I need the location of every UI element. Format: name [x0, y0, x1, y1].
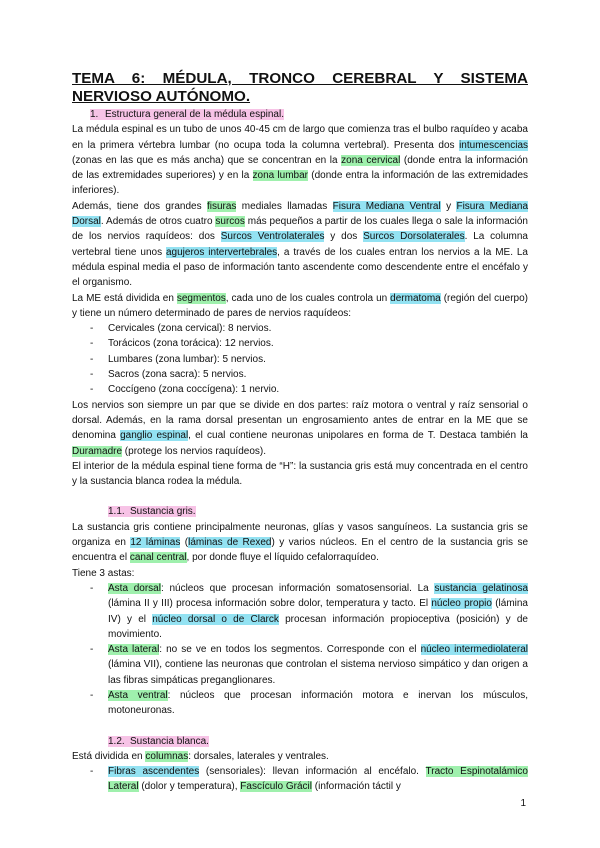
paragraph	[72, 398, 528, 459]
astas-list	[72, 581, 528, 719]
text-run: , a través de los cuales entran los nervios a la ME. La médula espinal media el paso de información tanto ascendente como descendente entre el encéfalo y el organismo.	[72, 246, 528, 289]
highlighted-term: Asta ventral	[108, 689, 168, 701]
subsection-number: 1.2.	[108, 735, 125, 747]
subsection-number: 1.1.	[108, 506, 125, 518]
subsection-title: Sustancia gris.	[130, 506, 196, 518]
paragraph	[72, 291, 528, 322]
text-run: La sustancia gris contiene principalmente neuronas, glías y vasos sanguíneos. La sustancia gris se organiza en	[72, 521, 528, 549]
text-run: (lámina II y III) procesa información sobre dolor, temperatura y tacto. El	[108, 598, 432, 610]
section-number: 1.	[90, 109, 99, 120]
text-run: (región del cuerpo) y tiene un número determinado de pares de nervios raquídeos:	[72, 292, 528, 319]
highlighted-term: zona cervical	[341, 154, 401, 166]
text-run: Además, tiene dos grandes	[72, 200, 207, 212]
section-heading	[72, 107, 528, 122]
list-item-asta-dorsal	[72, 581, 528, 642]
text-run: (zonas en las que es más ancha) que se concentran en la	[72, 154, 342, 166]
text-run: , cada uno de los cuales controla un	[225, 292, 391, 304]
text-run: (sensoriales): llevan información al encéfalo.	[199, 766, 426, 778]
highlighted-term: Surcos Dorsolaterales	[363, 231, 465, 243]
list-item: - Torácicos (zona torácica): 12 nervios.	[72, 336, 528, 351]
highlighted-term: sustancia gelatinosa	[434, 582, 529, 594]
list-item-asta-lateral	[72, 642, 528, 688]
text-run: (donde entra la información de las extremidades inferiores).	[72, 170, 529, 197]
text-run: , el cual contiene neuronas unipolares en forma de T. Destaca también la	[188, 430, 528, 442]
list-item: - Coccígeno (zona coccígena): 1 nervio.	[72, 382, 528, 397]
highlighted-term: columnas	[145, 750, 189, 762]
text-run: Los nervios son siempre un par que se divide en dos partes: raíz motora o ventral y raíz sensorial o dorsal. Además, en la rama dorsal presentan un engrosamiento antes de entrar en la ME que se denomina	[72, 399, 528, 442]
text-run: : núcleos que procesan información motora e inervan los músculos, motoneuronas.	[108, 689, 528, 717]
subsection-title: Sustancia blanca.	[130, 735, 209, 747]
highlighted-term: Fibras ascendentes	[108, 766, 200, 778]
text-run: . Además de otros cuatro	[100, 216, 216, 228]
highlighted-term: Fascículo Grácil	[240, 781, 312, 793]
page-number: 1	[520, 798, 526, 809]
text-run: ) y varios núcleos. En el centro de la sustancia gris se encuentra el	[72, 537, 529, 564]
highlighted-term: segmentos	[176, 292, 226, 304]
highlighted-term: dermatoma	[390, 292, 441, 304]
paragraph: El interior de la médula espinal tiene forma de “H”: la sustancia gris está muy concentrada en el centro y la sustancia blanca rodea la médula.	[72, 460, 528, 488]
paragraph: Tiene 3 astas:	[72, 567, 135, 579]
page-title: TEMA 6: MÉDULA, TRONCO CEREBRAL Y SISTEMA NERVIOSO AUTÓNOMO.	[72, 70, 528, 105]
subsection-heading-highlight	[108, 736, 209, 747]
text-run: (lámina VII), contiene las neuronas que controlan el sistema nervioso simpático y dan origen a las fibras simpáticas preganglionares.	[108, 659, 528, 686]
text-run: (lámina IV) y el	[108, 598, 528, 625]
document-page	[72, 70, 528, 795]
text-run: Está dividida en	[72, 750, 146, 762]
text-run: y dos	[324, 231, 364, 243]
list-item-asta-ventral	[72, 688, 528, 719]
highlighted-term: zona lumbar	[252, 170, 309, 182]
highlighted-term: núcleo dorsal o de Clarck	[152, 613, 279, 625]
highlighted-term: intumescencias	[459, 139, 528, 151]
text-run: (	[180, 537, 189, 549]
highlighted-term: 12 láminas	[130, 537, 181, 549]
highlighted-term: Asta lateral	[108, 644, 160, 656]
text-run: procesan información propioceptiva (posición) y de movimiento.	[108, 613, 528, 640]
highlighted-term: Fisura Mediana Dorsal	[72, 200, 528, 228]
paragraph	[72, 520, 528, 566]
paragraph	[72, 199, 528, 291]
text-run: : dorsales, laterales y ventrales.	[188, 750, 329, 762]
list-item: - Sacros (zona sacra): 5 nervios.	[72, 367, 528, 382]
subsection-heading	[72, 734, 528, 749]
text-run: (protege los nervios raquídeos).	[122, 445, 266, 457]
list-item: - Cervicales (zona cervical): 8 nervios.	[72, 321, 528, 336]
text-run: La médula espinal es un tubo de unos 40-45 cm de largo que comienza tras el bulbo raquídeo y acaba en la primera vértebra lumbar (no ocupa toda la columna vertebral). Presenta dos	[72, 124, 528, 151]
subsection-heading	[72, 504, 528, 519]
highlighted-term: agujeros intervertebrales	[165, 246, 278, 258]
highlighted-term: fisuras	[206, 200, 237, 212]
text-run: : no se ve en todos los segmentos. Corresponde con el	[159, 644, 421, 656]
highlighted-term: Tracto Espinotalámico Lateral	[108, 766, 528, 793]
text-run: La ME está dividida en	[72, 292, 177, 304]
highlighted-term: núcleo propio	[431, 598, 492, 610]
highlighted-term: láminas de Rexed	[188, 537, 272, 549]
subsection-heading-highlight	[108, 506, 196, 517]
highlighted-term: núcleo intermediolateral	[420, 644, 528, 656]
section-heading-highlight	[90, 109, 284, 120]
fibras-list	[72, 764, 528, 795]
text-run: . La columna vertebral tiene unos	[72, 231, 528, 258]
highlighted-term: Fisura Mediana Ventral	[332, 200, 441, 212]
text-run: , por donde fluye el líquido cefalorraquídeo.	[186, 552, 379, 564]
segment-list	[72, 321, 528, 397]
spacer	[72, 489, 528, 504]
highlighted-term: canal central	[129, 552, 187, 564]
text-run: mediales llamadas	[236, 200, 333, 212]
paragraph	[72, 122, 528, 198]
section-title: Estructura general de la médula espinal.	[105, 109, 284, 120]
text-run: más pequeños a partir de los cuales llega o sale la información de los nervios raquídeos: dos	[72, 216, 528, 243]
text-run: (donde entra la información de las extremidades superiores) y en la	[72, 154, 528, 182]
highlighted-term: Asta dorsal	[108, 582, 161, 594]
text-run: (información táctil y	[311, 781, 401, 793]
text-run: y	[440, 200, 457, 212]
text-run: : núcleos que procesan información somatosensorial. La	[160, 582, 435, 594]
highlighted-term: Duramadre	[72, 445, 123, 457]
text-run: (dolor y temperatura),	[138, 781, 241, 793]
highlighted-term: ganglio espinal	[120, 430, 189, 442]
highlighted-term: surcos	[215, 216, 245, 228]
spacer	[72, 719, 528, 734]
highlighted-term: Surcos Ventrolaterales	[220, 231, 325, 243]
list-item: - Lumbares (zona lumbar): 5 nervios.	[72, 352, 528, 367]
paragraph	[72, 749, 528, 764]
list-item-fibras-ascendentes	[72, 764, 528, 795]
